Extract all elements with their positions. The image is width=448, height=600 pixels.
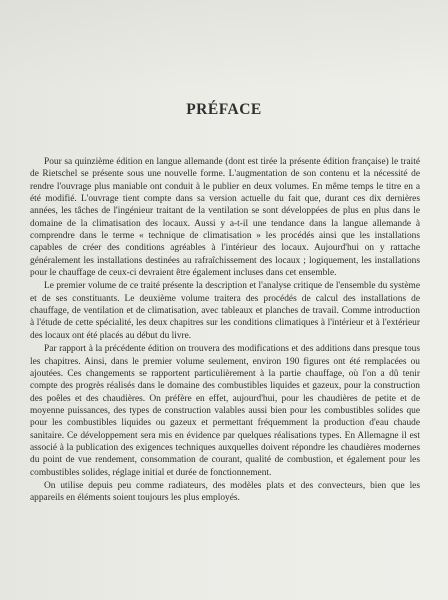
paragraph: Pour sa quinzième édition en langue allemande (dont est tirée la présente édition française) le traité de Rietschel se présente sous une nouvelle forme. L'augmentation de son contenu et la nécessité de rendre l'ouvrage plus maniable ont conduit à le publier en deux volumes. En même temps le titre en a été modifié. L'ouvrage tient compte dans sa version actuelle du fait que, durant ces dix dernières années, les tâches de l'ingénieur traitant de la ventilation se sont développées de plus en plus dans le domaine de la climatisation des locaux. Aussi y a-t-il une tendance dans la langue allemande à comprendre dans le terme « technique de climatisation » les procédés ainsi que les installations capables de créer des conditions agréables à l'intérieur des locaux. Aujourd'hui on y rattache généralement les installations destinées au rafraîchissement des locaux ; logiquement, les installations pour le chauffage de ceux-ci devraient être également incluses dans cet ensemble. [30,157,420,279]
page-title: PRÉFACE [186,101,262,118]
bleed-through-shadow [0,0,448,90]
preface-body [30,156,420,505]
paragraph: On utilise depuis peu comme radiateurs, des modèles plats et des convecteurs, bien que les appareils en éléments soient toujours les plus employés. [30,480,420,504]
paragraph: Le premier volume de ce traité présente la description et l'analyse critique de l'ensemble du système et de ses constituants. Le deuxième volume traitera des procédés de calcul des installations de chauffage, de ventilation et de climatisation, avec tableaux et planches de travail. Comme introduction à l'étude de cette spécialité, les deux chapitres sur les conditions climatiques à l'intérieur et à l'extérieur des locaux ont été placés au début du livre. [30,281,420,341]
paragraph: Par rapport à la précédente édition on trouvera des modifications et des additions dans presque tous les chapitres. Ainsi, dans le premier volume seulement, environ 190 figures ont été remplacées ou ajoutées. Ces changements se rapportent particulièrement à la partie chauffage, où l'on a dû tenir compte des progrès réalisés dans le domaine des combustibles liquides et gazeux, pour la construction des poêles et des chaudières. On préfère en effet, aujourd'hui, pour les chaudières de petite et de moyenne puissances, des types de construction valables aussi bien pour les combustibles solides que pour les combustibles liquides ou gazeux et permettant fréquemment la production d'eau chaude sanitaire. Ce développement sera mis en évidence par quelques réalisations types. En Allemagne il est associé à la publication des exigences techniques auxquelles doivent répondre les chaudières modernes du point de vue rendement, consommation de courant, qualité de combustion, et également pour les combustibles solides, réglage initial et durée de fonctionnement. [30,344,420,478]
